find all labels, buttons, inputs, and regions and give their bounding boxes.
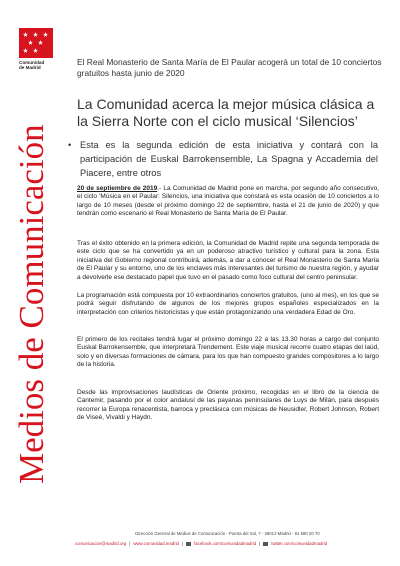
footer-links	[75, 541, 395, 546]
logo-line-2: de Madrid	[19, 65, 41, 70]
logo-text	[19, 60, 44, 70]
footer-address: Dirección General de Medios de Comunicación - Puerta del Sol, 7 - 28013 Madrid - 91 580 20 70	[135, 531, 320, 536]
paragraph-5: Desde las improvisaciones laudísticas de Oriente próximo, recogidas en el libro de la ciencia de Cantemir, pasando por el color andalusí de las payanas peninsulares de Luys de Milán, para después recorrer la Europa renacentista, barroca y preclásica con músicas de Neusidler, Robert Johnson, Robert de Viseé, Vivaldi y Haydn.	[77, 389, 379, 422]
paragraph-2: Tras el éxito obtenido en la primera edición, la Comunidad de Madrid repite una segunda temporada de este ciclo que se ha convertido ya en un poderoso atractivo turístico y cultural para la zona. Esta iniciativa del Gobierno regional contribuirá, además, a dar a conocer el Real Monasterio de Santa María de El Paular y su entorno, uno de los enclaves más interesantes del turismo de nuestra región, y ayudar a devolverle ese destacado papel que tuvo en el pasado como foco cultural del centro peninsular.	[77, 240, 379, 281]
comunidad-de-madrid-flag-logo	[19, 28, 53, 58]
facebook-icon	[186, 542, 191, 546]
twitter-link[interactable]: twitter.com/comunidadmadrid	[271, 541, 328, 546]
bullet-text: Esta es la segunda edición de esta iniciativa y contará con la participación de Euskal Barrokensemble, La Spagna y Accademia del Piacere, entre otros	[80, 140, 378, 178]
email-link[interactable]: comunicacion@madrid.org	[75, 541, 127, 546]
facebook-link[interactable]: facebook.com/comunidadmadrid	[194, 541, 257, 546]
star-icon	[43, 32, 48, 37]
paragraph-1	[77, 185, 379, 219]
bullet-icon: •	[68, 140, 72, 150]
paragraph-3: La programación está compuesta por 10 extraordinarios conciertos gratuitos, (uno al mes), en los que se podrá seguir disfrutando de algunos de los mejores grupos españoles especializados en la interpretación con criterios historicistas y que están protagonizando una verdadera Edad de Oro.	[77, 292, 379, 316]
separator: |	[129, 541, 131, 546]
dateline: 20 de septiembre de 2019	[77, 185, 158, 192]
star-icon	[23, 48, 28, 53]
star-icon	[33, 48, 38, 53]
star-icon	[28, 40, 33, 45]
page-title: La Comunidad acerca la mejor música clásica a la Sierra Norte con el ciclo musical ‘Silencios’	[77, 96, 375, 129]
logo-line-1: Comunidad	[19, 60, 45, 65]
paragraph-1-text: .- La Comunidad de Madrid pone en marcha, por segundo año consecutivo, el ciclo ‘Música en el Paular: Silencios, una iniciativa que constará es esta ocasión de 10 conciertos a lo largo de 10 meses (desde el próximo domingo 22 de septiembre, hasta el 21 de junio de 2020) y que tendrán como escenario el Real Monasterio de Santa María de El Paular.	[77, 185, 380, 218]
twitter-icon	[263, 542, 268, 546]
separator: |	[259, 541, 261, 546]
star-icon	[33, 32, 38, 37]
side-title: Medios de Comunicación	[12, 124, 51, 484]
highlight-bullet	[68, 138, 378, 180]
star-icon	[38, 40, 43, 45]
separator: |	[181, 541, 184, 546]
paragraph-4: El primero de los recitales tendrá lugar el próximo domingo 22 a las 13.30 horas a cargo del conjunto Euskal Barrokensemble, que interpretará Trendement. Este viaje musical recorre cuatro etapas del laúd, solo y en diversas formaciones de cámara, para los que han compuesto grandes compositores a lo largo de la historia.	[77, 336, 379, 369]
star-icon	[23, 32, 28, 37]
web-link[interactable]: www.comunidad.madrid	[133, 541, 179, 546]
intro-summary: El Real Monasterio de Santa María de El Paular acogerá un total de 10 conciertos gratuitos hasta junio de 2020	[77, 57, 382, 78]
